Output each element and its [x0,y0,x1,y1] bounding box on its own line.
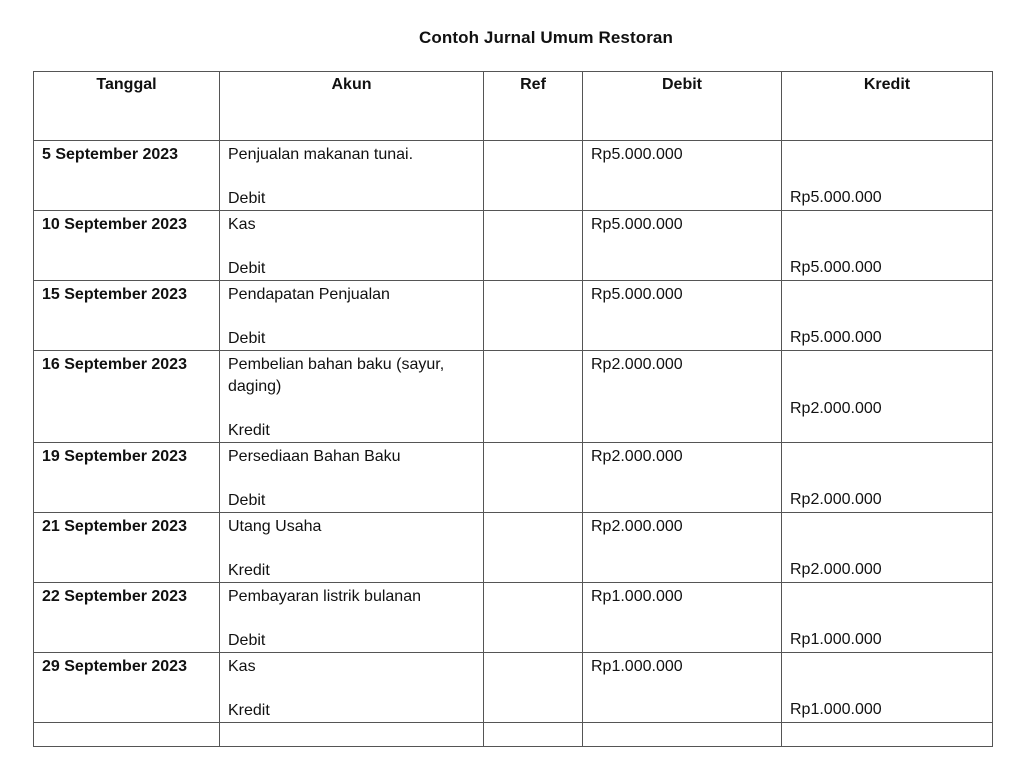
entry-ref [484,281,583,351]
column-header-date: Tanggal [34,72,220,141]
table-row [34,281,993,351]
account-side: Debit [228,190,266,207]
empty-cell [484,723,583,747]
column-header-account: Akun [220,72,484,141]
account-name: Pendapatan Penjualan [228,286,390,303]
entry-credit: Rp2.000.000 [790,400,882,417]
empty-row [34,723,993,747]
table-row [34,211,993,281]
column-header-credit: Kredit [782,72,993,141]
entry-credit-cell [782,351,993,443]
entry-ref [484,141,583,211]
header-row [34,72,993,141]
column-header-debit: Debit [583,72,782,141]
entry-account [220,513,484,583]
entry-ref [484,211,583,281]
entry-date: 5 September 2023 [34,141,220,211]
table-row [34,653,993,723]
table-row [34,583,993,653]
entry-date: 21 September 2023 [34,513,220,583]
account-side: Kredit [228,422,270,439]
entry-account [220,583,484,653]
entry-credit-cell [782,281,993,351]
entry-credit: Rp5.000.000 [790,259,882,276]
entry-credit: Rp1.000.000 [790,701,882,718]
account-side: Debit [228,260,266,277]
entry-ref [484,583,583,653]
entry-debit: Rp2.000.000 [583,443,782,513]
entry-ref [484,351,583,443]
entry-account [220,443,484,513]
account-name: Pembelian bahan baku (sayur, daging) [228,356,445,395]
entry-debit: Rp1.000.000 [583,583,782,653]
empty-cell [583,723,782,747]
entry-debit: Rp5.000.000 [583,281,782,351]
entry-debit: Rp5.000.000 [583,211,782,281]
entry-date: 10 September 2023 [34,211,220,281]
entry-account [220,281,484,351]
entry-credit-cell [782,653,993,723]
entry-debit: Rp5.000.000 [583,141,782,211]
account-side: Debit [228,632,266,649]
entry-credit: Rp2.000.000 [790,561,882,578]
entry-ref [484,513,583,583]
entry-debit: Rp2.000.000 [583,513,782,583]
account-side: Debit [228,492,266,509]
table-row [34,141,993,211]
entry-credit: Rp2.000.000 [790,491,882,508]
entry-credit-cell [782,211,993,281]
account-side: Kredit [228,562,270,579]
entry-credit-cell [782,583,993,653]
account-name: Pembayaran listrik bulanan [228,588,421,605]
account-name: Utang Usaha [228,518,322,535]
entry-account [220,141,484,211]
document-title: Contoh Jurnal Umum Restoran [419,28,673,47]
table-row [34,513,993,583]
account-name: Kas [228,216,256,233]
entry-credit-cell [782,443,993,513]
account-side: Debit [228,330,266,347]
entry-date: 16 September 2023 [34,351,220,443]
entry-debit: Rp1.000.000 [583,653,782,723]
entry-date: 29 September 2023 [34,653,220,723]
account-name: Penjualan makanan tunai. [228,146,414,163]
entry-ref [484,653,583,723]
entry-account [220,211,484,281]
entry-account [220,653,484,723]
entry-credit-cell [782,513,993,583]
table-row [34,351,993,443]
empty-cell [34,723,220,747]
entry-credit-cell [782,141,993,211]
account-name: Persediaan Bahan Baku [228,448,401,465]
entry-date: 22 September 2023 [34,583,220,653]
account-name: Kas [228,658,256,675]
entry-credit: Rp5.000.000 [790,329,882,346]
entry-date: 19 September 2023 [34,443,220,513]
entry-credit: Rp5.000.000 [790,189,882,206]
entry-ref [484,443,583,513]
empty-cell [782,723,993,747]
entry-account [220,351,484,443]
journal-table [33,71,993,747]
column-header-ref: Ref [484,72,583,141]
empty-cell [220,723,484,747]
table-row [34,443,993,513]
account-side: Kredit [228,702,270,719]
entry-credit: Rp1.000.000 [790,631,882,648]
entry-debit: Rp2.000.000 [583,351,782,443]
entry-date: 15 September 2023 [34,281,220,351]
